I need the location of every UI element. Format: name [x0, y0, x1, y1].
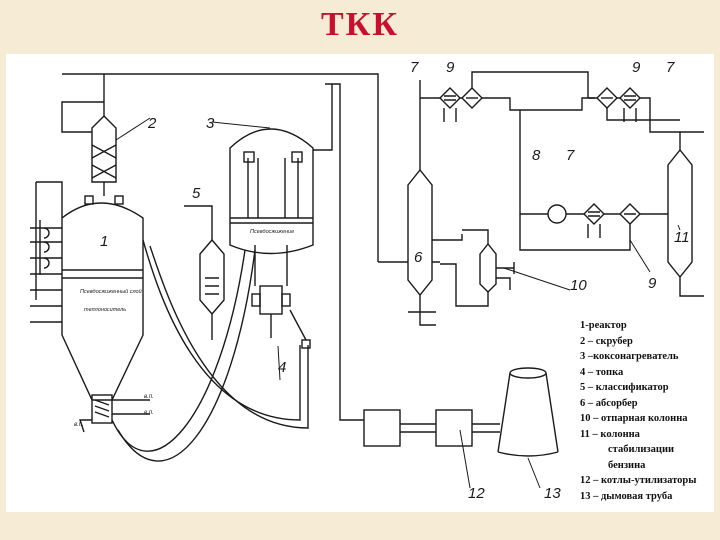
reactor-1: [62, 196, 143, 423]
separator-9-top: [460, 72, 595, 110]
waste-heat-boilers-12: [364, 410, 500, 446]
reactor-bed-label: Псевдосжиженный слой: [80, 289, 142, 295]
exchanger-7-top: [440, 88, 460, 122]
callout-11: 11: [674, 229, 690, 246]
heater-bed-label: Псевдосжижение: [250, 229, 295, 235]
chimney-13: [498, 368, 558, 456]
callout-12: 12: [468, 485, 485, 502]
steam-label-1: в.п.: [144, 394, 154, 400]
callout-9-c: 9: [648, 275, 657, 292]
callout-13: 13: [544, 485, 561, 502]
classifier-5: [184, 206, 224, 340]
separator-9-right: [588, 88, 704, 132]
legend-item-10: 10 – отпарная колонна: [580, 413, 688, 424]
absorber-6: [378, 80, 462, 325]
callout-7-c: 7: [566, 147, 575, 164]
callout-10: 10: [570, 277, 587, 294]
legend-item-6: 6 – абсорбер: [580, 397, 638, 409]
legend-item-11-cont2: бензина: [608, 459, 646, 471]
legend-item-4: 4 – топка: [580, 366, 624, 378]
reactor-heat-label: теплоноситель: [84, 307, 127, 313]
legend-item-11: [580, 427, 718, 474]
reactor-feed-inlets: [30, 220, 62, 322]
callout-2: 2: [148, 115, 157, 132]
steam-label-2: в.п.: [144, 410, 154, 416]
pump-8: [520, 110, 584, 223]
callout-4: 4: [278, 359, 287, 376]
legend-item-12: 12 – котлы-утилизаторы: [580, 475, 697, 486]
callout-5: 5: [192, 185, 201, 202]
legend-item-3: 3 –коксонагреватель: [580, 351, 679, 362]
legend-item-1: 1-реактор: [580, 320, 627, 331]
stabilizer-column-11: [668, 132, 704, 296]
callout-6: 6: [414, 249, 423, 266]
callout-9-a: 9: [446, 59, 455, 76]
callout-9-b: 9: [632, 59, 641, 76]
callout-7-b: 7: [666, 59, 675, 76]
legend-item-5: 5 – классификатор: [580, 382, 669, 393]
callout-7-a: 7: [410, 59, 419, 76]
furnace-4: [252, 245, 310, 348]
scrubber-2: [92, 116, 116, 196]
exchanger-7-mid: [584, 204, 604, 238]
callout-1: 1: [100, 233, 109, 250]
coke-heater-3: [230, 129, 313, 254]
separator-9-mid: [520, 204, 668, 250]
legend-item-11-text: 11 – колонна: [580, 428, 640, 440]
steam-label-3: в.п.: [74, 422, 84, 428]
legend-item-11-cont1: стабилизации: [608, 444, 675, 455]
legend: [580, 318, 718, 504]
callout-3: 3: [206, 115, 215, 132]
legend-item-13: 13 – дымовая труба: [580, 490, 673, 502]
exchanger-7-right: [620, 88, 640, 122]
callout-8: 8: [532, 147, 541, 164]
page-title: ТКК: [321, 6, 399, 43]
stripping-column-10: [440, 230, 514, 306]
legend-item-2: 2 – скрубер: [580, 335, 633, 347]
